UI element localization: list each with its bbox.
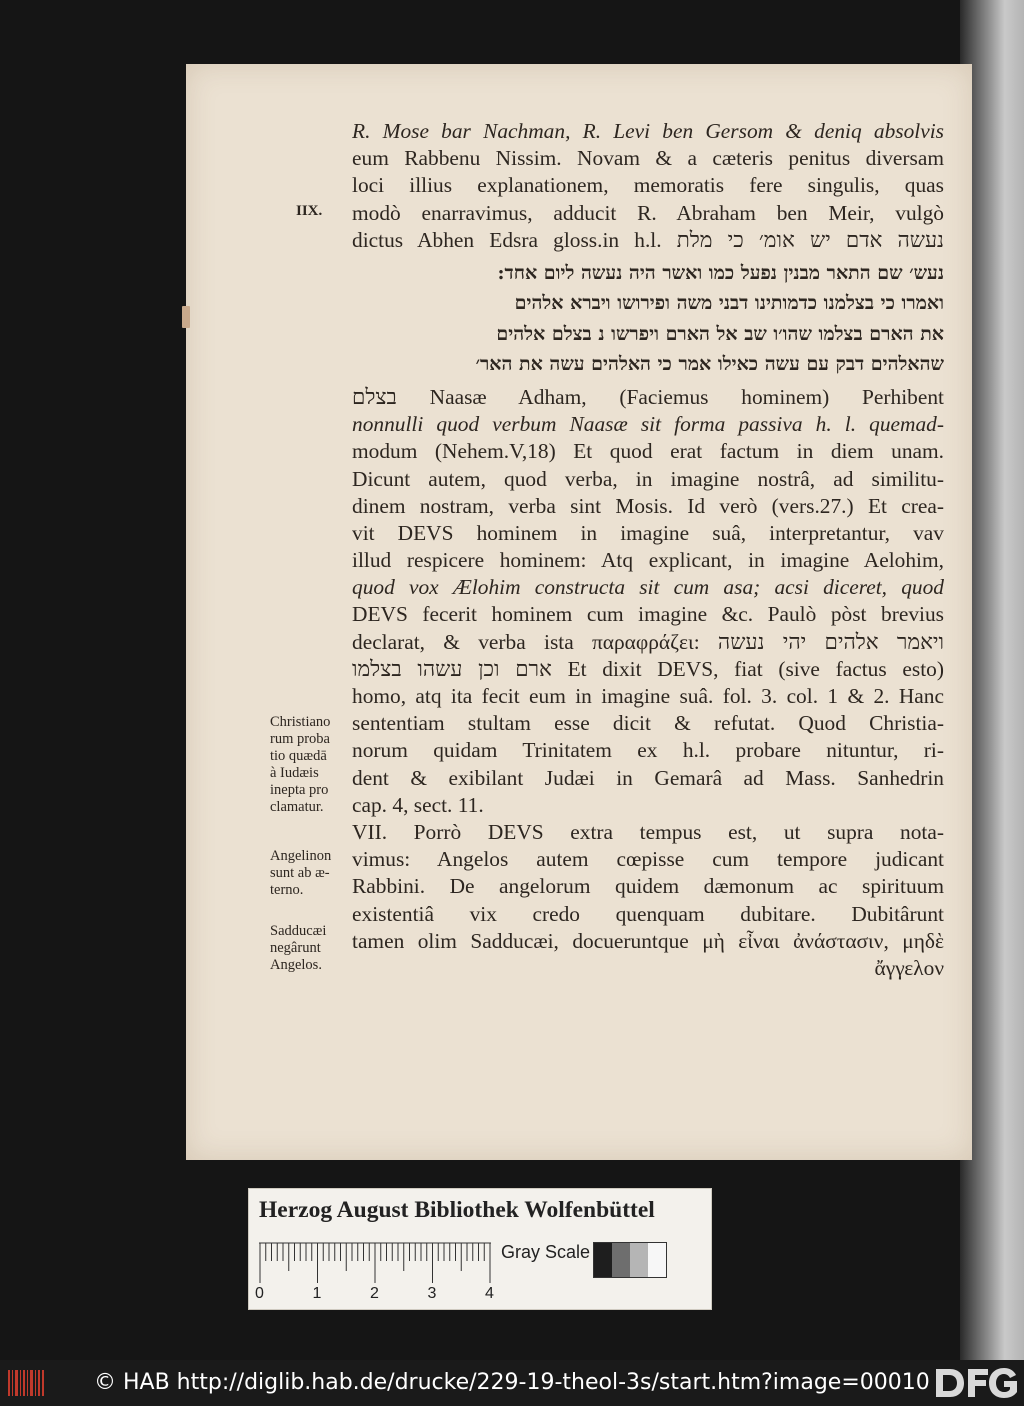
- text-line: ἄγγελον: [874, 955, 944, 980]
- text-line: dictus Abhen Edsra gloss.in h.l. נעשה אדם יש אומ׳ כי מלת: [352, 227, 944, 252]
- text-line: שהאלהים דבק עם עשה כאילו אמר כי האלהים עשה את האר׳: [475, 353, 944, 376]
- text-line: VII. Porrò DEVS extra tempus est, ut supra nota-: [352, 819, 944, 844]
- text-line: R. Mose bar Nachman, R. Levi ben Gersom & deniq absolvis: [352, 119, 944, 143]
- ruler-numbers: [253, 1285, 513, 1307]
- text-line: את הארם בצלמו שהו׳ו שב אל הארם ויפרשו נ בצלם אלהים: [496, 322, 944, 345]
- text-line: illud respicere hominem: Atq explicant, in imagine Aelohim,: [352, 548, 944, 573]
- marginal-line: terno.: [270, 882, 304, 898]
- marginal-line: Angelos.: [270, 957, 322, 973]
- ruler-number: 3: [427, 1285, 437, 1302]
- marginal-line: sunt ab æ-: [270, 865, 330, 881]
- ruler-number: 0: [255, 1285, 264, 1302]
- text-line: modum (Nehem.V,18) Et quod erat factum in diem unam.: [352, 439, 944, 464]
- marginal-line: Angelinon: [270, 848, 332, 864]
- text-line: loci illius explanationem, memoratis fere singulis, quas: [352, 173, 944, 198]
- footer-copyright-url[interactable]: © HAB http://diglib.hab.de/drucke/229-19-theol-3s/start.htm?image=00010: [94, 1370, 930, 1395]
- marginal-line: Sadducæi: [270, 923, 327, 939]
- margin-section-number: IIX.: [296, 203, 323, 219]
- barcode-icon: [8, 1370, 44, 1396]
- ruler-number: 4: [485, 1285, 494, 1302]
- dfg-logo: [934, 1366, 1018, 1400]
- text-line: Rabbini. De angelorum quidem dæmonum ac spirituum: [352, 874, 944, 899]
- text-line: cap. 4, sect. 11.: [352, 792, 484, 817]
- marginal-note-christianorum: [270, 714, 330, 816]
- marginal-note-angeli: [270, 848, 331, 899]
- marginal-note-sadducaei: [270, 923, 326, 974]
- text-line: eum Rabbenu Nissim. Novam & a cæteris penitus diversam: [352, 146, 944, 171]
- marginal-line: Christiano: [270, 714, 331, 730]
- text-line: homo, atq ita fecit eum in imagine suâ. fol. 3. col. 1 & 2. Hanc: [352, 684, 944, 708]
- page-tab-marker: [182, 306, 190, 328]
- text-line: modò enarravimus, adducit R. Abraham ben Meir, vulgò: [352, 200, 944, 225]
- marginal-line: clamatur.: [270, 799, 324, 815]
- text-line: dent & exibilant Judæi in Gemarâ ad Mass. Sanhedrin: [352, 765, 944, 790]
- page-body-text: [352, 118, 944, 982]
- text-line: dinem nostram, verba sint Mosis. Id verò (vers.27.) Et crea-: [352, 493, 944, 518]
- viewer-footer: [0, 1360, 1024, 1406]
- text-line: Dicunt autem, quod verba, in imagine nostrâ, ad similitu-: [352, 466, 944, 491]
- marginal-line: tio quædā: [270, 748, 327, 764]
- text-line: existentiâ vix credo quenquam dubitare. Dubitârunt: [352, 901, 944, 926]
- gray-swatch: [630, 1243, 648, 1277]
- gray-scale-label: Gray Scale: [501, 1242, 591, 1262]
- text-line: נעש׳ שם התאר מבנין נפעל כמו ואשר היה נעשה ליום אחד:: [497, 261, 944, 284]
- text-line: nonnulli quod verbum Naasæ sit forma passiva h. l. quemad-: [352, 412, 944, 437]
- text-line: declarat, & verba ista παραφράζει: ויאמר אלהים יהי נעשה: [352, 629, 944, 654]
- marginal-line: rum proba: [270, 731, 330, 747]
- text-line: sententiam stultam esse dicit & refutat. Quod Christia-: [352, 711, 944, 736]
- text-line: ואמרו כי בצלמנו כדמותינו דבני משה ופירושו ויברא אלהים: [514, 292, 944, 315]
- gray-swatch: [612, 1243, 630, 1277]
- marginal-line: inepta pro: [270, 782, 329, 798]
- color-calibration-card: [248, 1188, 712, 1310]
- gray-swatch: [648, 1243, 666, 1277]
- gray-swatch: [594, 1243, 612, 1277]
- text-line: tamen olim Sadducæi, docueruntque μὴ εἶναι ἀνάστασιν, μηδὲ: [352, 928, 944, 953]
- card-title: Herzog August Bibliothek Wolfenbüttel: [259, 1197, 655, 1223]
- ruler-number: 2: [370, 1285, 379, 1302]
- text-line: DEVS fecerit hominem cum imagine &c. Paulò pòst brevius: [352, 602, 944, 627]
- ruler-scale: [259, 1241, 491, 1285]
- text-line: ארם וכן עשהו בצלמו Et dixit DEVS, fiat (sive factus esto): [352, 656, 944, 681]
- text-line: norum quidam Trinitatem ex h.l. probare nituntur, ri-: [352, 738, 944, 763]
- marginal-line: à Iudæis: [270, 765, 319, 781]
- text-line: quod vox Ælohim constructa sit cum asa; acsi diceret, quod: [352, 575, 944, 600]
- ruler-number: 1: [312, 1285, 322, 1302]
- marginal-line: negârunt: [270, 940, 321, 956]
- text-line: בצלם Naasæ Adham, (Faciemus hominem) Perhibent: [352, 384, 944, 409]
- gray-scale-swatches: [593, 1242, 667, 1278]
- text-line: vit DEVS hominem in imagine suâ, interpretantur, vav: [352, 520, 944, 545]
- text-line: vimus: Angelos autem cœpisse cum tempore judicant: [352, 847, 944, 872]
